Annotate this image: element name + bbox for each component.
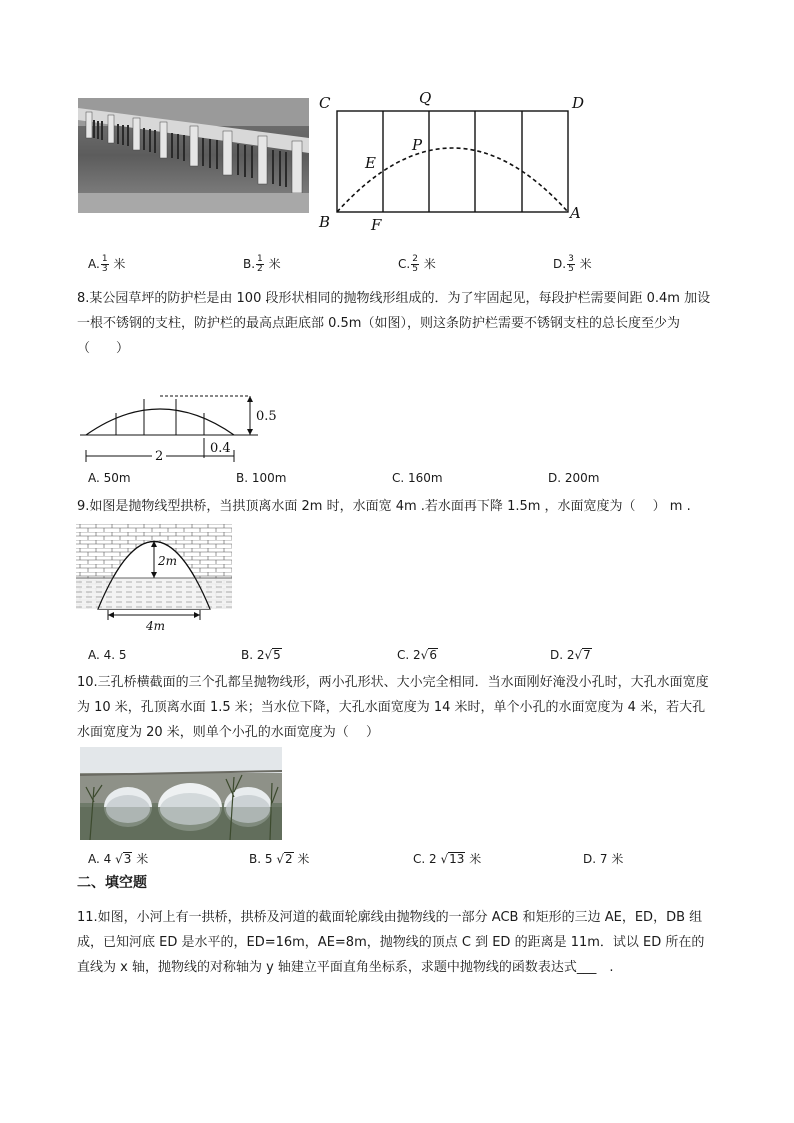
q7-option-c[interactable]: C. $\frac{2}{5}$ 米 (398, 254, 436, 274)
label-D: D (572, 94, 585, 112)
q10-option-c[interactable]: C. 2 √13 米 (413, 852, 482, 866)
label-E: E (365, 154, 376, 172)
q8-height-label: 0.5 (256, 409, 277, 424)
q9-option-b[interactable]: B. 2√5 (241, 648, 281, 662)
q8-stem: 8.某公园草坪的防护栏是由 100 段形状相同的抛物线形组成的．为了牢固起见，每段护栏需要间距 0.4m 加设一根不锈钢的支柱，防护栏的最高点距底部 0.5m（如图），则这条防护栏需要不锈钢支柱的总长度至少为（ ） (77, 291, 711, 356)
label-A: A (570, 204, 581, 222)
label-F: F (371, 216, 382, 234)
q10-option-d[interactable]: D. 7 米 (583, 852, 624, 866)
q10-stem: 10.三孔桥横截面的三个孔都呈抛物线形，两小孔形状、大小完全相同．当水面刚好淹没小孔时，大孔水面宽度为 10 米，孔顶离水面 1.5 米；当水位下降，大孔水面宽度为 14 米时，单个小孔的水面宽度为 4 米，若大孔水面宽度为 20 米，则单个小孔的水面宽度为（ ） (77, 675, 709, 740)
q7-option-d[interactable]: D. $\frac{3}{5}$ 米 (553, 254, 592, 274)
q10-option-a[interactable]: A. 4 √3 米 (88, 852, 149, 866)
q8-spacing-label: 0.4 (210, 441, 231, 456)
q9-option-d[interactable]: D. 2√7 (550, 648, 591, 662)
q9-height-label: 2m (158, 554, 178, 568)
label-B: B (319, 213, 331, 231)
q8-diagram (78, 388, 278, 464)
label-P: P (412, 136, 423, 154)
label-Q: Q (419, 89, 432, 107)
q9-diagram (76, 524, 236, 634)
q10-option-b[interactable]: B. 5 √2 米 (249, 852, 310, 866)
q8-width-label: 2 (155, 449, 164, 464)
label-C: C (319, 94, 331, 112)
bridge-photo (80, 747, 282, 840)
q8-option-c[interactable]: C. 160m (392, 471, 443, 485)
fence-photo (78, 98, 309, 213)
q8-option-a[interactable]: A. 50m (88, 471, 131, 485)
q9-option-a[interactable]: A. 4. 5 (88, 648, 127, 662)
q7-option-a[interactable]: A. $\frac{1}{3}$ 米 (88, 254, 126, 274)
q9-option-c[interactable]: C. 2√6 (397, 648, 437, 662)
q9-width-label: 4m (146, 619, 166, 633)
q11-stem: 11.如图，小河上有一拱桥，拱桥及河道的截面轮廓线由抛物线的一部分 ACB 和矩形的三边 AE，ED，DB 组成，已知河底 ED 是水平的，ED=16m，AE=8m，抛物线的顶点 C 到 ED 的距离是 11m．试以 ED 所在的直线为 x 轴，抛物线的对称轴为 y 轴建立平面直角坐标系，求题中抛物线的函数表达式___ . (77, 910, 705, 975)
q8-option-b[interactable]: B. 100m (236, 471, 287, 485)
q7-diagram (314, 86, 594, 236)
q7-option-b[interactable]: B. $\frac{1}{2}$ 米 (243, 254, 281, 274)
q8-option-d[interactable]: D. 200m (548, 471, 600, 485)
q9-stem: 9.如图是抛物线型拱桥，当拱顶离水面 2m 时，水面宽 4m .若水面再下降 1.5m ，水面宽度为（ ） m . (77, 499, 691, 514)
section-title: 二、填空题 (77, 875, 147, 891)
